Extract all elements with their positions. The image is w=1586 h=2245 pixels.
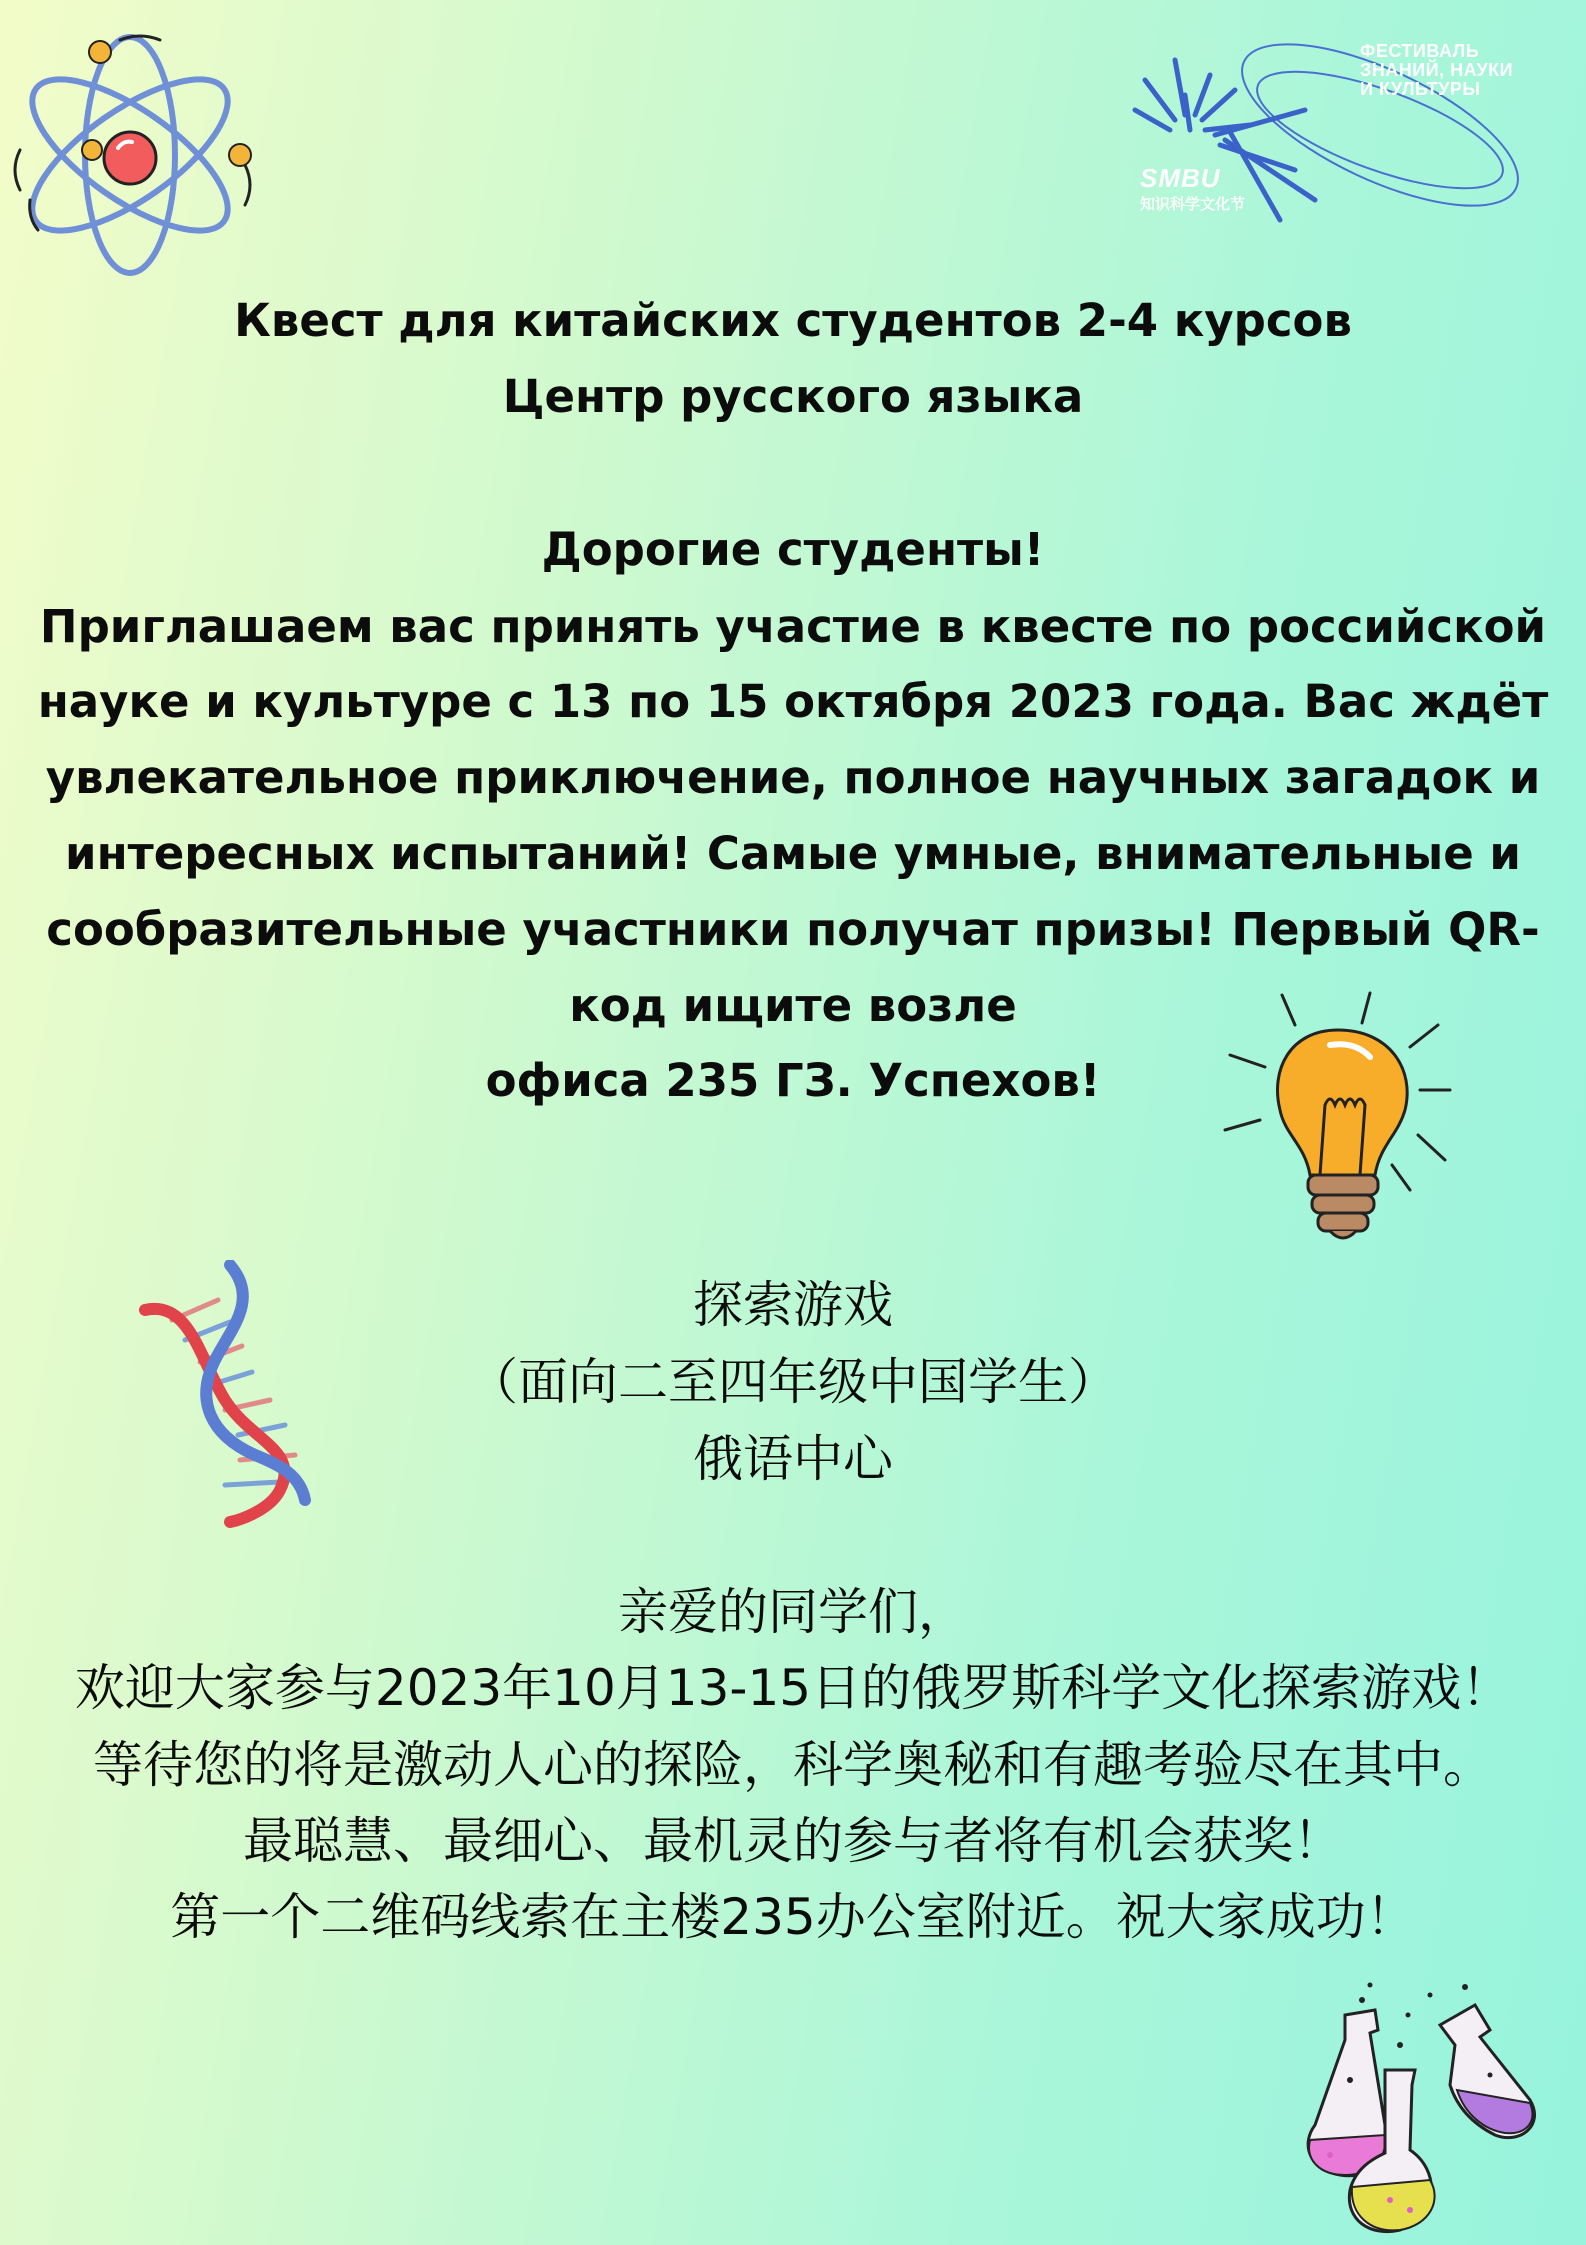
atom-icon	[0, 30, 290, 290]
russian-greeting: Дорогие студенты!	[541, 523, 1045, 576]
logo-festival-line1: ФЕСТИВАЛЬ	[1360, 41, 1480, 61]
russian-title-line1: Квест для китайских студентов 2-4 курсов	[234, 294, 1352, 347]
flasks-icon	[1290, 1975, 1580, 2240]
russian-title-line2: Центр русского языка	[502, 370, 1084, 423]
chinese-body-line: 第一个二维码线索在主楼235办公室附近。祝大家成功！	[170, 1888, 1416, 1946]
chinese-title-line1: 探索游戏	[693, 1276, 893, 1334]
chinese-body-line: 最聪慧、最细心、最机灵的参与者将有机会获奖！	[243, 1812, 1343, 1870]
chinese-title-line2: （面向二至四年级中国学生）	[468, 1353, 1118, 1411]
russian-body-line: Приглашаем вас принять участие в квесте по российской	[39, 600, 1547, 653]
logo-festival-line2: ЗНАНИЙ, НАУКИ	[1360, 60, 1514, 80]
russian-body-line: сообразительные участники получат призы! Первый QR-	[46, 903, 1540, 956]
logo-festival-line3: И КУЛЬТУРЫ	[1360, 79, 1481, 99]
russian-body-line: офиса 235 ГЗ. Успехов!	[485, 1054, 1101, 1107]
festival-logo	[1130, 20, 1550, 230]
lightbulb-icon	[1220, 985, 1480, 1265]
russian-body-line: увлекательное приключение, полное научных загадок и	[45, 751, 1541, 804]
russian-body-line: код ищите возле	[569, 979, 1017, 1032]
logo-chinese: 知识科学文化节	[1140, 195, 1246, 213]
russian-body-line: науке и культуре с 13 по 15 октября 2023 года. Вас ждёт	[37, 675, 1549, 728]
chinese-title-line3: 俄语中心	[693, 1430, 893, 1488]
logo-brand: SMBU	[1140, 163, 1221, 193]
russian-body-line: интересных испытаний! Самые умные, внимательные и	[65, 827, 1521, 880]
chinese-body-line: 欢迎大家参与2023年10月13-15日的俄罗斯科学文化探索游戏！	[74, 1659, 1512, 1717]
chinese-greeting: 亲爱的同学们，	[618, 1583, 968, 1641]
chinese-body-line: 等待您的将是激动人心的探险，科学奥秘和有趣考验尽在其中。	[93, 1736, 1493, 1794]
